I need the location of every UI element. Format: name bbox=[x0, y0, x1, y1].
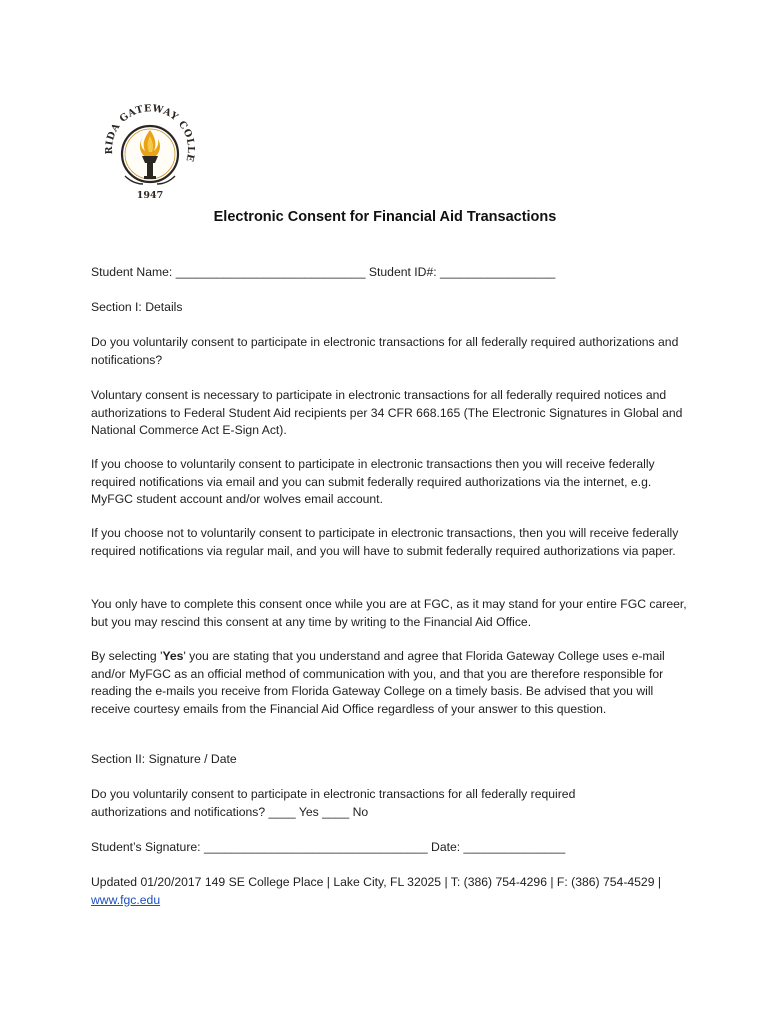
student-id-field[interactable]: _________________ bbox=[440, 265, 556, 279]
student-info-line bbox=[91, 264, 691, 282]
college-seal-logo bbox=[95, 96, 205, 206]
footer bbox=[91, 874, 681, 909]
signature-label: Student’s Signature: bbox=[91, 840, 201, 854]
website-link[interactable]: www.fgc.edu bbox=[91, 892, 161, 907]
section2-heading: Section II: Signature / Date bbox=[91, 752, 237, 766]
paragraph-once: You only have to complete this consent once while you are at FGC, as it may stand for your entire FGC career, but you may rescind this consent at any time by writing to the Financial Aid Office. bbox=[91, 597, 687, 629]
footer-text: Updated 01/20/2017 149 SE College Place | Lake City, FL 32025 | T: (386) 754-4296 | F: (386) 754-4529 | bbox=[91, 875, 662, 889]
seal-arc-text: RIDA GATEWAY COLLE bbox=[103, 103, 197, 163]
date-label: Date: bbox=[431, 840, 461, 854]
yes-option-label: Yes bbox=[298, 804, 319, 819]
para-yes-pre: By selecting ' bbox=[91, 649, 163, 663]
student-id-label: Student ID#: bbox=[368, 265, 437, 279]
paragraph-voluntary-consent: Voluntary consent is necessary to participate in electronic transactions for all federally required notices and authorizations to Federal Student Aid recipients per 34 CFR 668.165 (The Electronic Signatures in Global and National Commerce Act E-Sign Act). bbox=[91, 388, 683, 438]
section2-question-text: Do you voluntarily consent to participate in electronic transactions for all federally required authorizations and notifications? bbox=[91, 787, 576, 819]
signature-field[interactable]: _________________________________ bbox=[203, 840, 428, 854]
section1-heading: Section I: Details bbox=[91, 300, 183, 314]
document-title: Electronic Consent for Financial Aid Transactions bbox=[213, 209, 557, 225]
student-name-label: Student Name: bbox=[91, 265, 173, 279]
section2-question bbox=[91, 786, 651, 821]
seal-year: 1947 bbox=[136, 190, 164, 201]
paragraph-if-not-consent: If you choose not to voluntarily consent to participate in electronic transactions, then you will receive federally required notifications via regular mail, and you will have to submit federally required authorizations via paper. bbox=[91, 526, 679, 558]
yes-blank-field[interactable]: ____ bbox=[268, 804, 296, 819]
signature-line bbox=[91, 839, 691, 857]
paragraph-selecting-yes bbox=[91, 648, 691, 718]
no-option-label: No bbox=[352, 804, 369, 819]
para-yes-post: ' you are stating that you understand and agree that Florida Gateway College uses e-mail and/or MyFGC as an official method of communication with you, and that you are therefore responsible for reading the e-mails you receive from Florida Gateway College on a timely basis. Be advised that you will receive courtesy emails from the Financial Aid Office regardless of your answer to this question. bbox=[91, 649, 665, 716]
section1-question: Do you voluntarily consent to participate in electronic transactions for all federally required authorizations and notifications? bbox=[91, 335, 679, 367]
para-yes-bold: Yes bbox=[162, 649, 184, 663]
student-name-field[interactable]: ____________________________ bbox=[175, 265, 366, 279]
date-field[interactable]: _______________ bbox=[463, 840, 566, 854]
no-blank-field[interactable]: ____ bbox=[322, 804, 350, 819]
paragraph-if-consent: If you choose to voluntarily consent to participate in electronic transactions then you will receive federally required notifications via email and you can submit federally required authorizations via the internet, e.g. MyFGC student account and/or wolves email account. bbox=[91, 457, 655, 507]
